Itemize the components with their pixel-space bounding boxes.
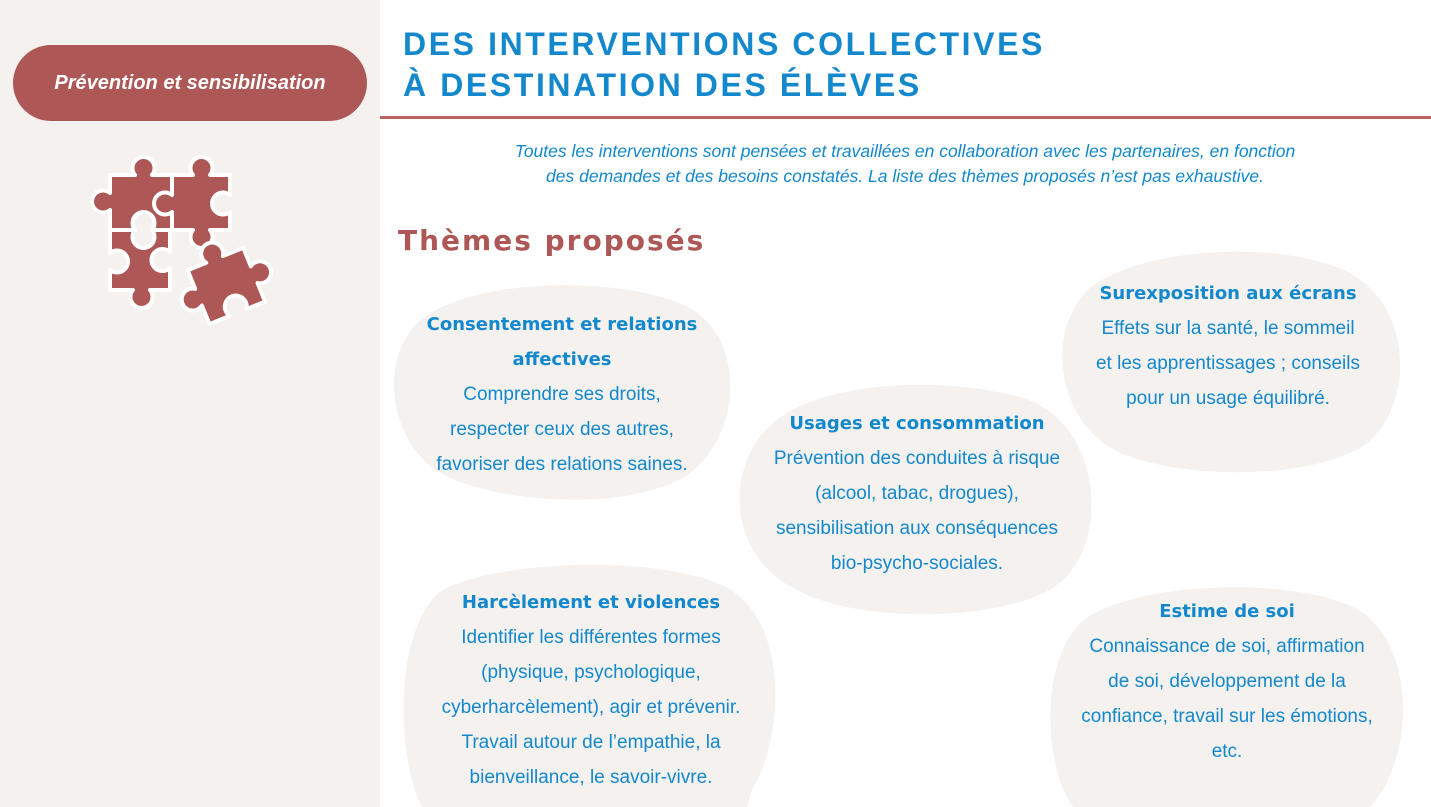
theme-body: Effets sur la santé, le sommeil	[1101, 318, 1355, 339]
theme-card-estime	[1048, 582, 1406, 807]
themes-title: Thèmes proposés	[398, 224, 706, 257]
puzzle-icon	[90, 150, 280, 335]
theme-card-harcelement	[402, 560, 780, 807]
theme-heading: Estime de soi	[1159, 601, 1295, 622]
theme-body: Prévention des conduites à risque	[773, 448, 1061, 469]
theme-card-ecrans	[1050, 243, 1406, 473]
intro-line-2: des demandes et des besoins constatés. La liste des thèmes proposés n’est pas exhaustive.	[546, 166, 1264, 186]
theme-text	[1048, 594, 1406, 769]
theme-body: confiance, travail sur les émotions,	[1081, 706, 1373, 727]
theme-body: respecter ceux des autres,	[450, 419, 674, 440]
theme-body: de soi, développement de la	[1108, 671, 1346, 692]
theme-text	[733, 406, 1101, 581]
theme-body: (physique, psychologique,	[481, 662, 701, 683]
theme-body: etc.	[1211, 741, 1243, 762]
theme-card-usages	[733, 378, 1101, 616]
theme-heading: Consentement et relations	[426, 314, 698, 335]
theme-body: Travail autour de l’empathie, la	[461, 732, 721, 753]
title-line-1: DES INTERVENTIONS COLLECTIVES	[403, 26, 1045, 62]
theme-text	[1050, 276, 1406, 416]
theme-heading: Harcèlement et violences	[461, 592, 721, 613]
theme-body: pour un usage équilibré.	[1126, 388, 1330, 409]
category-badge: Prévention et sensibilisation	[13, 45, 367, 121]
intro-line-1: Toutes les interventions sont pensées et travaillées en collaboration avec les partenaires, en fonction	[514, 141, 1296, 161]
sidebar	[0, 0, 380, 807]
theme-body: bio-psycho-sociales.	[830, 553, 1004, 574]
theme-body: bienveillance, le savoir-vivre.	[469, 767, 713, 788]
theme-heading: Usages et consommation	[789, 413, 1045, 434]
theme-text	[402, 585, 780, 795]
theme-body: sensibilisation aux conséquences	[775, 518, 1058, 539]
title-line-2: À DESTINATION DES ÉLÈVES	[403, 67, 922, 103]
theme-heading: Surexposition aux écrans	[1099, 283, 1357, 304]
theme-body: et les apprentissages ; conseils	[1095, 353, 1361, 374]
page-title	[403, 24, 1045, 106]
theme-body: Identifier les différentes formes	[461, 627, 721, 648]
title-divider	[380, 116, 1431, 119]
theme-body: Comprendre ses droits,	[463, 384, 661, 405]
theme-text	[386, 307, 738, 482]
theme-body: favoriser des relations saines.	[436, 454, 688, 475]
theme-body: Connaissance de soi, affirmation	[1089, 636, 1365, 657]
theme-card-consentement	[386, 276, 738, 502]
theme-body: (alcool, tabac, drogues),	[815, 483, 1019, 504]
theme-body: cyberharcèlement), agir et prévenir.	[441, 697, 741, 718]
intro-text	[410, 139, 1400, 189]
theme-heading: affectives	[512, 349, 612, 370]
